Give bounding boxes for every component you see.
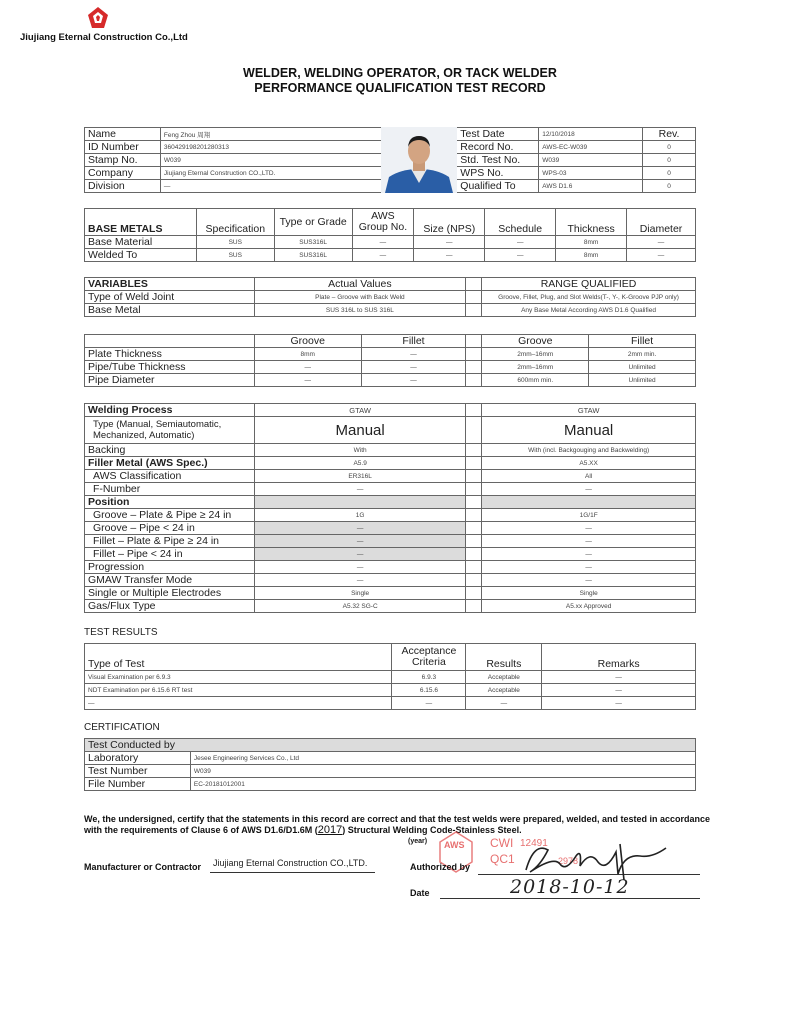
thickness-table [84,334,696,387]
weld-joint-label: Type of Weld Joint [85,291,255,304]
base-metal-label: Base Metal [85,304,255,317]
table-cell: — [254,574,465,587]
company-logo-icon [86,6,110,30]
welded-to-label: Welded To [85,249,197,262]
test-results-table [84,643,696,710]
wps-label: WPS No. [457,167,539,180]
col-thickness: Thickness [556,209,627,236]
table-cell: Visual Examination per 6.9.3 [85,671,392,684]
process-type-label: Type (Manual, Semiautomatic, Mechanized, Automatic) [85,417,255,444]
table-cell: — [466,697,542,710]
table-cell: — [627,236,696,249]
signature-icon [520,836,670,880]
col-fillet: Fillet [361,335,466,348]
table-cell: — [352,236,414,249]
test-number-value: W039 [190,765,695,778]
pipe-diameter-label: Pipe Diameter [85,374,255,387]
base-metals-header: BASE METALS [85,209,197,236]
col-aws-group: AWS Group No. [352,209,414,236]
table-cell: — [482,561,696,574]
actual-values-header: Actual Values [254,278,465,291]
date-label: Date [410,888,430,898]
manufacturer-value: Jiujiang Eternal Construction CO.,LTD. [213,858,368,868]
table-cell: SUS 316L to SUS 316L [254,304,465,317]
table-cell: Acceptable [466,684,542,697]
table-cell: Manual [482,417,696,444]
test-conducted-label: Test Conducted by [85,739,696,752]
record-label: Record No. [457,141,539,154]
handwritten-date: 2018-10-12 [510,876,630,898]
statement-part2: ) Structural Welding Code-Stainless Steel. [342,825,522,835]
table-cell: SUS [196,249,274,262]
process-label: Welding Process [85,404,255,417]
table-cell: Unlimited [589,374,696,387]
table-cell: — [254,374,361,387]
table-cell: SUS316L [274,236,352,249]
position-label: Position [85,496,255,509]
backing-label: Backing [85,444,255,457]
table-cell: — [254,548,465,561]
stamp-line: 2978 [558,856,579,866]
process-table [84,403,696,613]
col-groove: Groove [482,335,589,348]
year-caption: (year) [408,838,428,845]
table-cell: — [627,249,696,262]
base-material-label: Base Material [85,236,197,249]
table-cell: 600mm min. [482,374,589,387]
table-cell: 2mm min. [589,348,696,361]
std-value: W039 [539,154,643,167]
laboratory-value: Jesee Engineering Services Co., Ltd [190,752,695,765]
table-cell: — [254,483,465,496]
table-cell: NDT Examination per 6.15.6 RT test [85,684,392,697]
col-type-of-test: Type of Test [85,644,392,671]
table-cell: GTAW [482,404,696,417]
table-cell: 6.9.3 [392,671,466,684]
test-number-label: Test Number [85,765,191,778]
col-type-grade: Type or Grade [274,209,352,236]
gas-flux-label: Gas/Flux Type [85,600,255,613]
col-results: Results [466,644,542,671]
table-cell: — [414,236,485,249]
range-qualified-header: RANGE QUALIFIED [482,278,696,291]
table-cell: With (incl. Backgouging and Backwelding) [482,444,696,457]
certification-statement [84,814,724,836]
table-cell: A5.32 SG-C [254,600,465,613]
col-size: Size (NPS) [414,209,485,236]
laboratory-label: Laboratory [85,752,191,765]
table-cell: — [392,697,466,710]
page-title-line2: PERFORMANCE QUALIFICATION TEST RECORD [254,81,546,95]
table-cell: Single [482,587,696,600]
test-date-label: Test Date [457,128,539,141]
plate-thickness-label: Plate Thickness [85,348,255,361]
table-cell: 6.15.6 [392,684,466,697]
gmaw-label: GMAW Transfer Mode [85,574,255,587]
col-groove: Groove [254,335,361,348]
std-label: Std. Test No. [457,154,539,167]
table-cell: 8mm [254,348,361,361]
file-number-value: EC-20181012001 [190,778,695,791]
col-remarks: Remarks [542,644,696,671]
table-cell: — [485,249,556,262]
table-cell: — [542,684,696,697]
pipe-thickness-label: Pipe/Tube Thickness [85,361,255,374]
table-cell: 1G/1F [482,509,696,522]
rev-value: 0 [643,141,696,154]
base-metals-table [84,208,696,262]
table-cell: — [482,574,696,587]
table-cell [482,496,696,509]
header-company: Jiujiang Eternal Construction Co.,Ltd [20,32,188,43]
table-cell: SUS [196,236,274,249]
table-cell: — [485,236,556,249]
qualified-value: AWS D1.6 [539,180,643,193]
table-cell: A5.xx Approved [482,600,696,613]
f-number-label: F-Number [85,483,255,496]
table-cell: 8mm [556,236,627,249]
record-value: AWS-EC-W039 [539,141,643,154]
company-label: Company [85,167,161,180]
table-cell: 1G [254,509,465,522]
table-cell: — [85,697,392,710]
stamp-line: CWI [490,836,514,850]
statement-part1: We, the undersigned, certify that the statements in this record are correct and that the test welds were prepared, welded, and tested in accordance with the requirements of Clause 6 of AWS D1.6/D1.6M ( [84,814,711,835]
test-results-title: TEST RESULTS [84,627,158,638]
table-cell: — [352,249,414,262]
table-cell: SUS316L [274,249,352,262]
table-cell: — [254,535,465,548]
page-title-line1: WELDER, WELDING OPERATOR, OR TACK WELDER [243,66,557,80]
table-cell: — [482,535,696,548]
table-cell: — [254,561,465,574]
table-cell: Single [254,587,465,600]
fillet-large-label: Fillet – Plate & Pipe ≥ 24 in [85,535,255,548]
rev-value: 0 [643,180,696,193]
fillet-small-label: Fillet – Pipe < 24 in [85,548,255,561]
table-cell: — [361,374,466,387]
col-fillet: Fillet [589,335,696,348]
stamp-line: AWS [444,840,465,850]
table-cell: — [542,671,696,684]
table-cell [254,496,465,509]
table-cell: A5.9 [254,457,465,470]
name-value: Feng Zhou 周翔 [160,128,381,141]
table-cell: — [254,522,465,535]
table-cell: Manual [254,417,465,444]
table-cell: — [361,348,466,361]
test-date-value: 12/10/2018 [539,128,643,141]
division-label: Division [85,180,161,193]
welder-photo [381,127,457,193]
col-specification: Specification [196,209,274,236]
table-cell: All [482,470,696,483]
groove-small-label: Groove – Pipe < 24 in [85,522,255,535]
table-cell: — [254,361,361,374]
stamp-line: 12491 [520,838,548,849]
table-cell: 2mm–16mm [482,361,589,374]
table-cell: GTAW [254,404,465,417]
table-cell: 8mm [556,249,627,262]
rev-label: Rev. [643,128,696,141]
table-cell: — [482,522,696,535]
qualified-label: Qualified To [457,180,539,193]
col-diameter: Diameter [627,209,696,236]
stamp-label: Stamp No. [85,154,161,167]
authorized-label: Authorized by [410,862,470,872]
certification-title: CERTIFICATION [84,722,160,733]
id-value: 360429198201280313 [160,141,381,154]
manufacturer-line [210,872,375,873]
table-cell: — [482,548,696,561]
manufacturer-label: Manufacturer or Contractor [84,862,202,872]
table-cell: Plate – Groove with Back Weld [254,291,465,304]
file-number-label: File Number [85,778,191,791]
statement-year: 2017 [317,824,343,836]
col-acceptance: Acceptance Criteria [392,644,466,671]
division-value: — [160,180,381,193]
id-label: ID Number [85,141,161,154]
variables-header: VARIABLES [85,278,255,291]
progression-label: Progression [85,561,255,574]
electrodes-label: Single or Multiple Electrodes [85,587,255,600]
table-cell: With [254,444,465,457]
date-line [440,898,700,899]
stamp-line: QC1 [490,852,515,866]
col-schedule: Schedule [485,209,556,236]
variables-table [84,277,696,317]
rev-value: 0 [643,167,696,180]
table-cell: Groove, Fillet, Plug, and Slot Welds(T-, Y-, K-Groove PJP only) [482,291,696,304]
rev-value: 0 [643,154,696,167]
name-label: Name [85,128,161,141]
table-cell: ER316L [254,470,465,483]
table-cell: — [482,483,696,496]
company-value: Jiujiang Eternal Construction CO.,LTD. [160,167,381,180]
table-cell: — [542,697,696,710]
filler-label: Filler Metal (AWS Spec.) [85,457,255,470]
certification-table [84,738,696,791]
table-cell: Acceptable [466,671,542,684]
table-cell: 2mm–16mm [482,348,589,361]
table-cell: — [361,361,466,374]
table-cell: — [414,249,485,262]
wps-value: WPS-03 [539,167,643,180]
table-cell: Unlimited [589,361,696,374]
table-cell: Any Base Metal According AWS D1.6 Qualified [482,304,696,317]
stamp-value: W039 [160,154,381,167]
aws-class-label: AWS Classification [85,470,255,483]
table-cell: A5.XX [482,457,696,470]
groove-large-label: Groove – Plate & Pipe ≥ 24 in [85,509,255,522]
